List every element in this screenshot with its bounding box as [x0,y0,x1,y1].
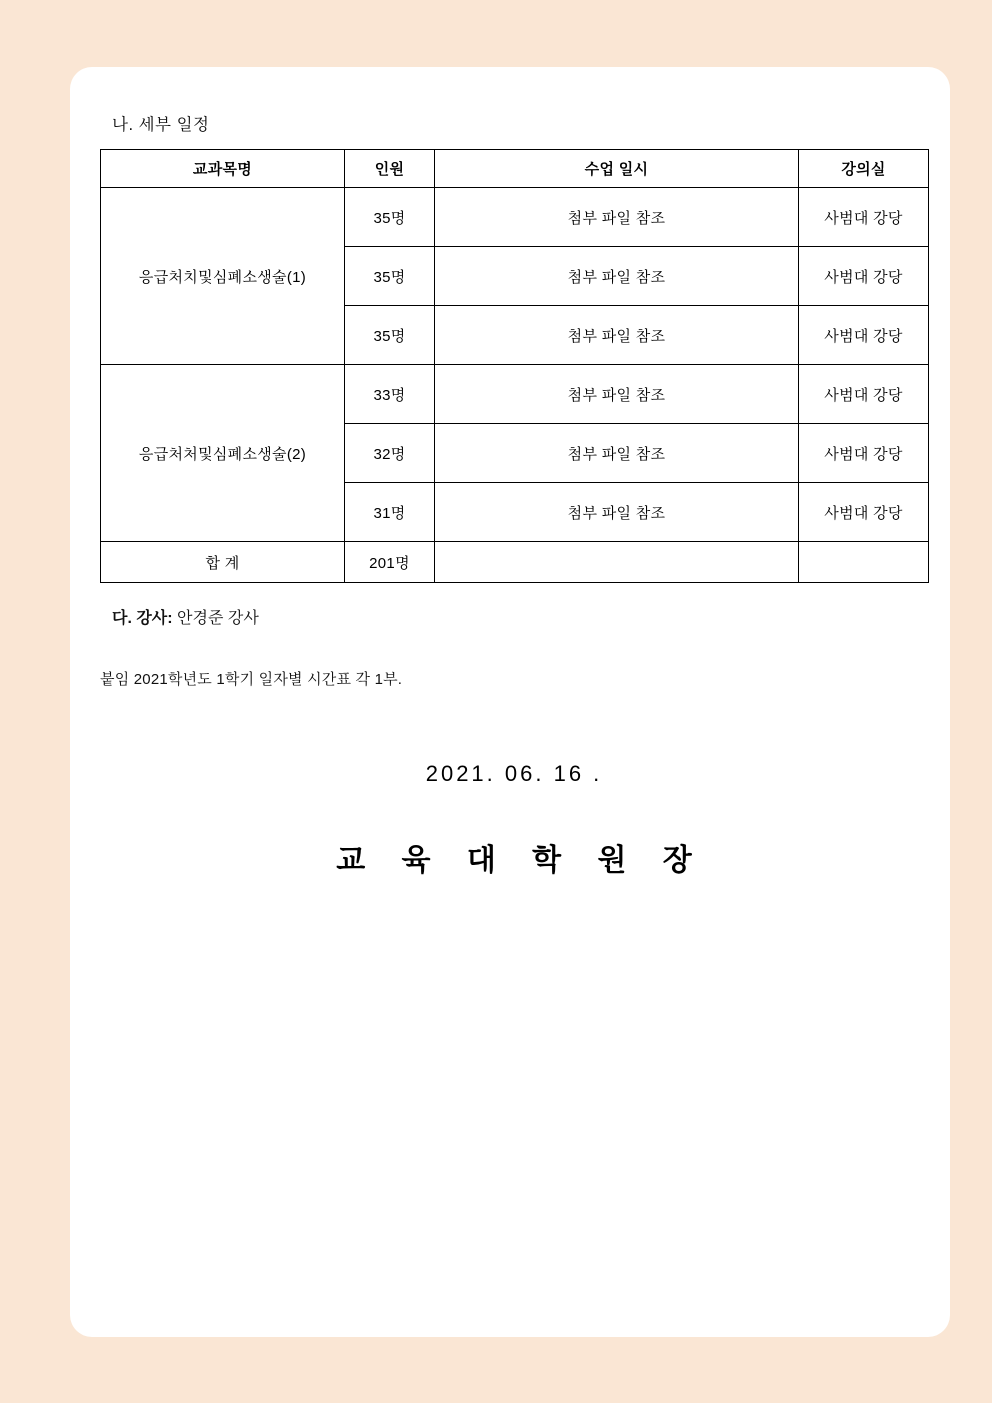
document-date: 2021. 06. 16 . [425,761,603,786]
datetime-cell: 첨부 파일 참조 [435,247,799,306]
count-cell: 31명 [345,483,435,542]
count-cell: 35명 [345,188,435,247]
datetime-cell: 첨부 파일 참조 [435,483,799,542]
total-count-cell: 201명 [345,542,435,583]
room-cell: 사범대 강당 [799,483,929,542]
count-cell: 35명 [345,306,435,365]
subject-cell: 응급처치및심폐소생술(1) [101,188,345,365]
document-issuer: 교 육 대 학 원 장 [336,844,706,877]
room-cell: 사범대 강당 [799,247,929,306]
column-header-subject: 교과목명 [101,150,345,188]
subject-cell: 응급처처및심폐소생술(2) [101,365,345,542]
count-cell: 35명 [345,247,435,306]
document-content [100,97,928,879]
column-header-room: 강의실 [799,150,929,188]
datetime-cell: 첨부 파일 참조 [435,424,799,483]
column-header-count: 인원 [345,150,435,188]
table-row [101,188,929,247]
datetime-cell: 첨부 파일 참조 [435,365,799,424]
attachment-line: 붙임 2021학년도 1학기 일자별 시간표 각 1부. [100,671,403,688]
room-cell: 사범대 강당 [799,424,929,483]
schedule-table [100,149,929,583]
section-heading: 나. 세부 일정 [112,116,210,134]
document-page [70,67,950,1337]
count-cell: 32명 [345,424,435,483]
datetime-cell: 첨부 파일 참조 [435,306,799,365]
instructor-value: 안경준 강사 [177,610,259,627]
total-label-cell: 합 계 [101,542,345,583]
datetime-cell: 첨부 파일 참조 [435,188,799,247]
column-header-datetime: 수업 일시 [435,150,799,188]
room-cell: 사범대 강당 [799,188,929,247]
total-room-cell [799,542,929,583]
table-total-row [101,542,929,583]
total-datetime-cell [435,542,799,583]
room-cell: 사범대 강당 [799,365,929,424]
instructor-line [112,605,928,628]
room-cell: 사범대 강당 [799,306,929,365]
table-row [101,365,929,424]
table-header-row [101,150,929,188]
count-cell: 33명 [345,365,435,424]
instructor-label: 다. 강사: [112,610,173,627]
